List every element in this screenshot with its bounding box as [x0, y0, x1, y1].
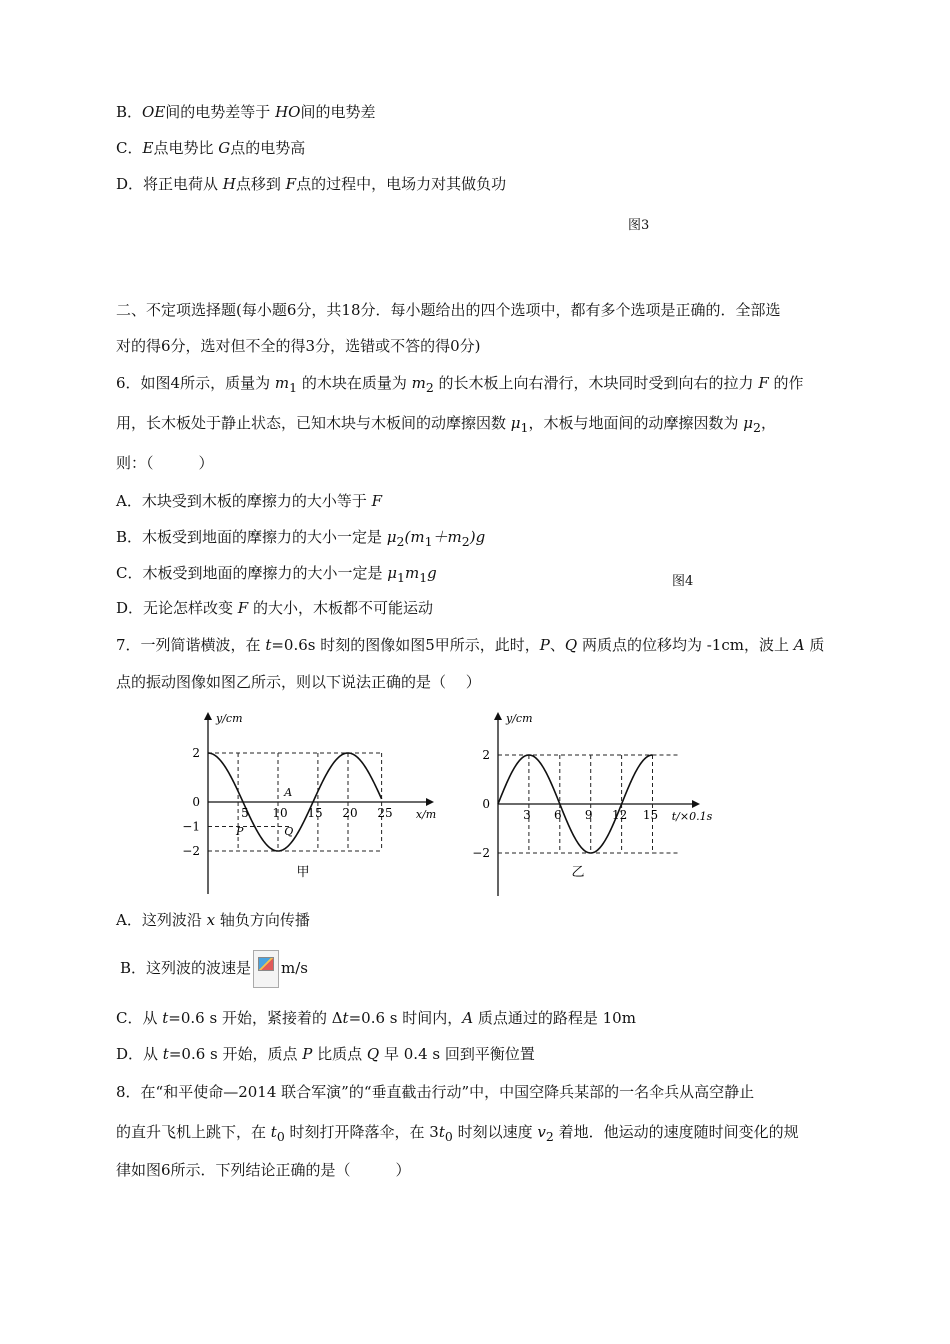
y-axis-label: y/cm	[216, 712, 243, 725]
q7-option-a: A．这列波沿 x 轴负方向传播	[116, 911, 310, 929]
y-axis-arrow	[494, 712, 502, 720]
chart-caption: 乙	[571, 865, 585, 880]
wave-graph-jia	[178, 706, 448, 898]
point-label-q: Q	[284, 825, 294, 839]
q7-option-d: D．从 t=0.6 s 开始，质点 P 比质点 Q 早 0.4 s 回到平衡位置	[116, 1045, 535, 1063]
q5-option-c: C．E点电势比 G点的电势高	[116, 139, 306, 157]
figure4-label: 图4	[672, 574, 694, 589]
y-tick-label: −2	[182, 844, 200, 858]
x-tick-label: 6	[553, 808, 562, 822]
q6-option-a: A．木块受到木板的摩擦力的大小等于 F	[116, 492, 383, 510]
q7-option-c: C．从 t=0.6 s 开始，紧接着的 Δt=0.6 s 时间内，A 质点通过的路程是 10m	[116, 1009, 636, 1027]
missing-formula-image-icon	[253, 950, 279, 988]
y-tick-label: −2	[472, 846, 490, 860]
q6-stem-line1: 6．如图4所示，质量为 $m_1$ 的木块在质量为 $m_2$ 的长木板上向右滑行，木块同时受到向右的拉力 F 的作	[116, 374, 804, 395]
chart-caption: 甲	[296, 865, 310, 880]
y-tick-label: 2	[192, 746, 200, 760]
q6-stem-line2: 用，长木板处于静止状态，已知木块与木板间的动摩擦因数 $\mu_1$，木板与地面间的动摩擦因数为 $\mu_2$，	[116, 414, 776, 435]
q6-stem-line3: 则：（ ）	[116, 454, 214, 472]
y-axis-arrow	[204, 712, 212, 720]
y-tick-label: 0	[482, 797, 490, 811]
point-label-p: P	[236, 825, 244, 839]
x-tick-label: 12	[611, 808, 628, 822]
q7-stem-line1: 7．一列简谐横波，在 t=0.6s 时刻的图像如图5甲所示，此时，P、Q 两质点的位移均为 -1cm，波上 A 质	[116, 636, 825, 654]
q6-option-d: D．无论怎样改变 F 的大小，木板都不可能运动	[116, 599, 433, 617]
x-axis-label: x/m	[415, 808, 437, 821]
q6-option-b: B．木板受到地面的摩擦力的大小一定是 $\mu_2(m_1+m_2)g$	[116, 528, 486, 549]
q8-stem-line1: 8．在“和平使命—2014 联合军演”的“垂直截击行动”中，中国空降兵某部的一名伞兵从高空静止	[116, 1083, 755, 1101]
x-tick-label: 15	[307, 806, 323, 820]
figure3-label: 图3	[628, 218, 650, 233]
x-tick-label: 9	[584, 808, 593, 822]
x-axis-arrow	[692, 800, 700, 808]
x-tick-label: 20	[342, 806, 358, 820]
x-tick-label: 5	[241, 806, 249, 820]
q7-stem-line2: 点的振动图像如图乙所示，则以下说法正确的是（ ）	[116, 673, 481, 691]
x-axis-label: t/×0.1s	[671, 810, 713, 823]
y-tick-label: 0	[192, 795, 200, 809]
x-axis-arrow	[426, 798, 434, 806]
y-axis-label: y/cm	[506, 712, 533, 725]
q8-stem-line3: 律如图6所示．下列结论正确的是（ ）	[116, 1161, 411, 1179]
vibration-graph-yi	[472, 706, 722, 898]
section2-instructions-line2: 对的得6分，选对但不全的得3分，选错或不答的得0分)	[116, 337, 481, 355]
q6-option-c: C．木板受到地面的摩擦力的大小一定是 $\mu_1m_1g$	[116, 564, 437, 585]
point-label-a: A	[284, 785, 293, 799]
x-tick-label: 15	[642, 808, 659, 822]
y-tick-label: −1	[182, 819, 200, 834]
q5-option-d: D．将正电荷从 H点移到 F点的过程中，电场力对其做负功	[116, 175, 507, 193]
q5-option-b: B．OE间的电势差等于 HO间的电势差	[116, 103, 376, 121]
q8-stem-line2: 的直升飞机上跳下，在 $t_0$ 时刻打开降落伞，在 $3t_0$ 时刻以速度 $v_2$ 着地．他运动的速度随时间变化的规	[116, 1123, 799, 1144]
x-tick-label: 25	[377, 806, 393, 820]
x-tick-label: 10	[272, 806, 288, 820]
y-tick-label: 2	[482, 748, 490, 762]
x-tick-label: 3	[523, 808, 531, 822]
section2-instructions-line1: 二、不定项选择题(每小题6分，共18分．每小题给出的四个选项中，都有多个选项是正确的．全部选	[116, 301, 781, 319]
q7-option-b: B．这列波的波速是 m/s	[120, 950, 308, 988]
